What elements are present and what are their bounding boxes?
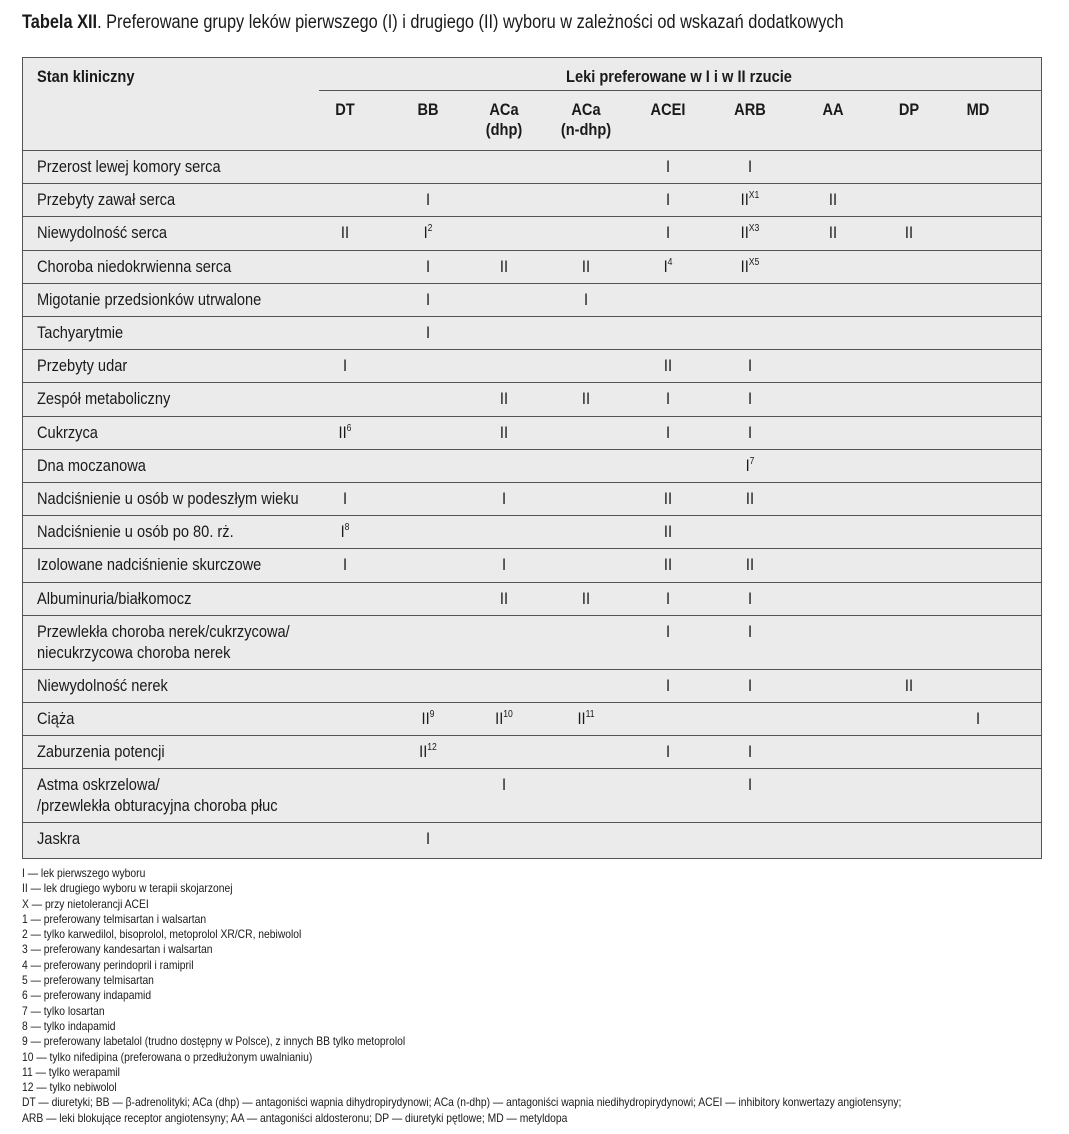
table-cell [803, 189, 863, 210]
row-label [37, 422, 98, 443]
footnote-line: 3 — preferowany kandesartan i walsartan [22, 942, 213, 957]
table-cell [720, 774, 780, 795]
cell-value: I [745, 455, 750, 475]
header-divider [319, 90, 1041, 91]
row-label [37, 708, 74, 729]
table-row [23, 183, 1041, 217]
cell-value: I [747, 356, 753, 376]
cell-value: I [975, 709, 981, 728]
table-row [23, 216, 1041, 250]
column-header-line1: DP [898, 100, 920, 119]
row-label [37, 455, 146, 476]
cell-value: I [747, 422, 753, 442]
cell-value: II [421, 709, 430, 728]
cell-value: I [747, 621, 753, 641]
cell-footnote-mark: X5 [748, 256, 760, 268]
cell-value: II [499, 422, 509, 442]
footnote-line: X — przy nietolerancji ACEI [22, 896, 149, 911]
table-cell [556, 256, 616, 277]
table-cell [474, 774, 534, 795]
cell-value: I [665, 588, 671, 608]
cell-value: I [747, 675, 753, 695]
column-header [720, 100, 780, 120]
row-label-line: Izolowane nadciśnienie skurczowe [37, 555, 262, 575]
cell-value: I [342, 356, 348, 376]
table-row [23, 702, 1041, 736]
row-label-line: Przewlekła choroba nerek/cukrzycowa/ [37, 621, 290, 641]
column-header [638, 100, 698, 120]
table-cell [398, 289, 458, 310]
row-label-line: Ciąża [37, 709, 75, 728]
table-cell [556, 289, 616, 310]
footnote-line: 7 — tylko losartan [22, 1003, 105, 1018]
footnote-line: 6 — preferowany indapamid [22, 988, 152, 1003]
table-cell [315, 222, 375, 243]
table-cell [474, 488, 534, 509]
table-cell [638, 189, 698, 210]
cell-value: I [425, 190, 431, 210]
row-label-line: Migotanie przedsionków utrwalone [37, 289, 262, 309]
cell-value: II [663, 555, 673, 575]
cell-value: I [425, 289, 431, 309]
table-cell [398, 828, 458, 849]
table-cell [638, 355, 698, 376]
column-header-line1: ACEI [650, 100, 686, 119]
table-cell [474, 388, 534, 409]
cell-value: II [663, 489, 673, 508]
cell-value: II [663, 522, 673, 542]
table-cell [720, 741, 780, 762]
table-cell [638, 588, 698, 609]
cell-value: I [501, 775, 507, 795]
footnote-line: 8 — tylko indapamid [22, 1018, 116, 1033]
cell-footnote-mark: 12 [427, 742, 437, 754]
row-label-line: Cukrzyca [37, 422, 98, 442]
table-cell [398, 256, 458, 277]
table-row [23, 150, 1041, 184]
row-label [37, 554, 261, 575]
table-row [23, 449, 1041, 483]
table-cell [720, 388, 780, 409]
cell-value: II [499, 389, 509, 409]
column-header [474, 100, 534, 140]
row-label-line: /przewlekła obturacyjna choroba płuc [37, 796, 278, 816]
table-cell [398, 189, 458, 210]
table-cell [315, 554, 375, 575]
column-header [879, 100, 939, 120]
footnote-line: 9 — preferowany labetalol (trudno dostępny w Polsce), z innych BB tylko metoprolol [22, 1034, 406, 1049]
table-cell [474, 554, 534, 575]
column-header-line1: AA [822, 100, 844, 119]
row-label [37, 675, 168, 696]
table-row [23, 283, 1041, 317]
cell-value: II [828, 223, 838, 243]
column-header-line1: ACa [489, 100, 519, 119]
cell-value: I [501, 555, 507, 575]
row-label [37, 828, 80, 849]
row-label [37, 741, 165, 762]
table-row [23, 482, 1041, 516]
column-header [398, 100, 458, 120]
table-row [23, 250, 1041, 284]
cell-value: II [745, 555, 755, 575]
cell-value: II [740, 256, 749, 276]
row-label-line: Astma oskrzelowa/ [37, 775, 160, 795]
cell-footnote-mark: 10 [503, 709, 513, 720]
table-cell [720, 588, 780, 609]
cell-value: I [747, 742, 753, 762]
column-header-line1: ACa [571, 100, 601, 119]
table-cell [720, 488, 780, 509]
table-cell [474, 256, 534, 277]
cell-value: II [581, 389, 591, 409]
row-label-line: Przerost lewej komory serca [37, 157, 221, 176]
column-header [948, 100, 1008, 120]
row-label-line: Niewydolność nerek [37, 675, 168, 695]
table-cell [638, 156, 698, 177]
table-cell [879, 222, 939, 243]
row-label-line: Zaburzenia potencji [37, 742, 165, 762]
table-cell [398, 708, 458, 729]
table-cell [720, 189, 780, 210]
row-label [37, 774, 278, 816]
table-title [22, 10, 908, 36]
cell-footnote-mark: X1 [748, 190, 760, 202]
row-label-line: Jaskra [37, 829, 81, 849]
cell-footnote-mark: 2 [427, 223, 433, 235]
table-row [23, 548, 1041, 582]
cell-value: I [665, 742, 671, 762]
column-header [315, 100, 375, 120]
table-cell [315, 422, 375, 443]
table-cell [720, 675, 780, 696]
row-label-line: Zespół metaboliczny [37, 389, 171, 409]
table-cell [556, 708, 616, 729]
table-number: Tabela XII [22, 12, 98, 33]
table-cell [638, 741, 698, 762]
row-label [37, 222, 167, 243]
cell-value: II [828, 190, 838, 210]
table-row [23, 582, 1041, 616]
row-label [37, 289, 261, 310]
footnote-line: 5 — preferowany telmisartan [22, 973, 154, 988]
table-cell [720, 156, 780, 177]
cell-footnote-mark: 7 [749, 455, 755, 467]
table-row [23, 382, 1041, 416]
table-cell [398, 322, 458, 343]
table-caption: . Preferowane grupy leków pierwszego (I) i drugiego (II) wyboru w zależności od wskazań dodatkowych [97, 12, 844, 33]
column-header [803, 100, 863, 120]
table-cell [398, 222, 458, 243]
table-row [23, 416, 1041, 450]
cell-value: II [663, 356, 673, 376]
footnote-line: I — lek pierwszego wyboru [22, 866, 146, 880]
footnote-line: 2 — tylko karwedilol, bisoprolol, metoprolol XR/CR, nebiwolol [22, 927, 302, 942]
footnote-line: 11 — tylko werapamil [22, 1064, 120, 1079]
cell-footnote-mark: 4 [667, 256, 673, 268]
table-row [23, 735, 1041, 769]
table-cell [803, 222, 863, 243]
cell-footnote-mark: 6 [346, 422, 352, 434]
column-header-line1: DT [335, 100, 355, 119]
table-header [23, 58, 1041, 151]
cell-value: I [665, 223, 671, 243]
cell-value: I [425, 829, 431, 849]
cell-value: I [747, 775, 753, 795]
cell-value: I [747, 588, 753, 608]
cell-footnote-mark: 8 [344, 522, 350, 534]
table-cell [315, 355, 375, 376]
cell-value: II [340, 223, 350, 243]
table-row [23, 822, 1041, 856]
table-cell [879, 675, 939, 696]
table-cell [720, 355, 780, 376]
cell-value: II [499, 256, 509, 276]
footnote-line: DT — diuretyki; BB — β-adrenolityki; ACa (dhp) — antagoniści wapnia dihydropirydynowi; ACa (n-dhp) — antagoniści wapnia niedihydropirydynowi; ACEI — inhibitory konwertazy angiotensyny; [22, 1095, 902, 1110]
row-label [37, 488, 299, 509]
row-label [37, 355, 127, 376]
table-cell [398, 741, 458, 762]
cell-value: II [581, 256, 591, 276]
cell-value: II [745, 489, 755, 508]
footnote-line: 10 — tylko nifedipina (preferowana o przedłużonym uwalnianiu) [22, 1049, 313, 1064]
cell-value: II [581, 588, 591, 608]
footnote-line: ARB — leki blokujące receptor angiotensyny; AA — antagoniści aldosteronu; DP — diuretyki pętlowe; MD — metyldopa [22, 1110, 568, 1125]
table-cell [720, 222, 780, 243]
table-cell [474, 588, 534, 609]
table-cell [638, 388, 698, 409]
cell-value: I [583, 289, 589, 309]
cell-value: II [419, 742, 428, 762]
table-cell [474, 708, 534, 729]
cell-value: I [747, 157, 753, 176]
footnote-line: II — lek drugiego wyboru w terapii skojarzonej [22, 881, 233, 896]
table-cell [556, 388, 616, 409]
cell-value: I [665, 190, 671, 210]
header-stan-kliniczny: Stan kliniczny [37, 67, 135, 86]
cell-value: I [342, 489, 348, 508]
cell-value: I [425, 323, 431, 342]
row-label-line: Przebyty udar [37, 356, 128, 376]
table-footnotes [22, 866, 1037, 1126]
table-cell [638, 675, 698, 696]
row-label [37, 256, 231, 277]
cell-value: I [340, 522, 345, 542]
cell-value: II [740, 190, 749, 210]
row-label [37, 388, 170, 409]
table-cell [720, 554, 780, 575]
header-leki-preferowane: Leki preferowane w I i w II rzucie [566, 67, 792, 86]
table-cell [638, 422, 698, 443]
row-label [37, 322, 123, 343]
cell-value: II [338, 422, 347, 442]
column-header-line1: MD [966, 100, 990, 119]
row-label-line: Przebyty zawał serca [37, 190, 176, 210]
cell-value: I [665, 422, 671, 442]
table-row [23, 515, 1041, 549]
table-cell [638, 488, 698, 509]
row-label-line: Tachyarytmie [37, 323, 124, 342]
row-label [37, 189, 175, 210]
footnote-line: 12 — tylko nebiwolol [22, 1080, 117, 1095]
cell-value: I [747, 389, 753, 409]
cell-value: I [665, 157, 671, 176]
row-label-line: Dna moczanowa [37, 455, 146, 475]
cell-value: II [495, 709, 504, 728]
row-label [37, 521, 234, 542]
row-label-line: Nadciśnienie u osób w podeszłym wieku [37, 489, 299, 508]
row-label [37, 621, 290, 663]
table-cell [638, 554, 698, 575]
row-label-line: Nadciśnienie u osób po 80. rż. [37, 522, 234, 542]
table-row [23, 349, 1041, 383]
column-header-line1: ARB [734, 100, 766, 119]
table-cell [638, 521, 698, 542]
table-cell [720, 256, 780, 277]
cell-value: I [425, 256, 431, 276]
drug-preference-table [22, 57, 1042, 859]
row-label-line: Choroba niedokrwienna serca [37, 256, 232, 276]
table-cell [720, 455, 780, 476]
table-cell [638, 222, 698, 243]
table-cell [720, 422, 780, 443]
table-cell [638, 621, 698, 642]
table-cell [638, 256, 698, 277]
footnote-line: 1 — preferowany telmisartan i walsartan [22, 911, 207, 926]
row-label-line: Albuminuria/białkomocz [37, 588, 192, 608]
cell-footnote-mark: 11 [585, 709, 595, 720]
row-label [37, 156, 221, 177]
footnote-line: 4 — preferowany perindopril i ramipril [22, 957, 194, 972]
cell-value: II [904, 223, 914, 243]
table-cell [474, 422, 534, 443]
cell-value: II [577, 709, 586, 728]
cell-value: II [904, 675, 914, 695]
cell-value: II [499, 588, 509, 608]
cell-value: I [665, 389, 671, 409]
table-cell [948, 708, 1008, 729]
row-label-line: niecukrzycowa choroba nerek [37, 642, 231, 662]
table-cell [556, 588, 616, 609]
row-label [37, 588, 191, 609]
table-cell [720, 621, 780, 642]
column-header-line2: (dhp) [485, 120, 523, 139]
cell-footnote-mark: X3 [748, 223, 760, 235]
table-cell [315, 521, 375, 542]
cell-footnote-mark: 9 [429, 709, 435, 720]
column-header-line1: BB [417, 100, 439, 119]
cell-value: I [501, 489, 507, 508]
table-row [23, 768, 1041, 823]
cell-value: I [665, 675, 671, 695]
table-cell [315, 488, 375, 509]
cell-value: I [665, 621, 671, 641]
table-row [23, 615, 1041, 670]
table-row [23, 669, 1041, 703]
cell-value: I [663, 256, 668, 276]
row-label-line: Niewydolność serca [37, 223, 168, 243]
cell-value: I [423, 223, 428, 243]
column-header [556, 100, 616, 140]
cell-value: II [740, 223, 749, 243]
table-row [23, 316, 1041, 350]
cell-value: I [342, 555, 348, 575]
column-header-line2: (n-dhp) [560, 120, 612, 139]
